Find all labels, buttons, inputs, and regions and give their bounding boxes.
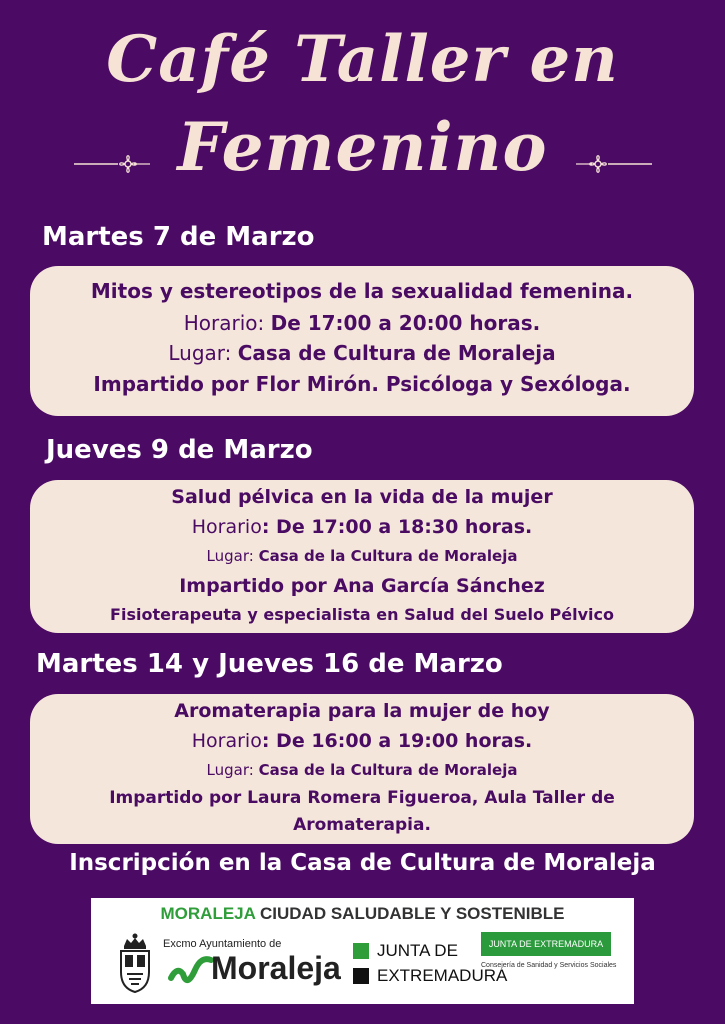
session-2-date: Jueves 9 de Marzo [46,435,313,465]
title-line-2: Femenino [177,108,548,186]
session-1-date: Martes 7 de Marzo [42,222,315,252]
session-2-card [30,480,694,633]
session-2-specialty: Fisioterapeuta y especialista en Salud del Suelo Pélvico [110,605,614,624]
session-1-card [30,266,694,416]
ayuntamiento-name: Moraleja [211,950,341,986]
consejeria-logo: JUNTA DE EXTREMADURA Consejería de Sanidad y Servicios Sociales [481,932,611,969]
session-2-topic: Salud pélvica en la vida de la mujer [171,486,553,508]
slogan: MORALEJA CIUDAD SALUDABLE Y SOSTENIBLE [160,904,565,923]
session-1-topic: Mitos y estereotipos de la sexualidad femenina. [90,279,634,303]
logo-strip [91,898,634,1004]
black-square-icon [353,968,369,984]
session-3-card [30,694,694,844]
session-3-topic: Aromaterapia para la mujer de hoy [174,700,550,722]
junta-extremadura-logo: JUNTA DE EXTREMADURA [353,938,507,988]
session-2-impartido: Impartido por Ana García Sánchez [179,575,545,597]
session-1-lugar: Lugar: Casa de Cultura de Moraleja [168,341,556,365]
session-2-horario: Horario: De 17:00 a 18:30 horas. [191,516,533,538]
session-1-impartido: Impartido por Flor Mirón. Psicóloga y Sexóloga. [93,372,631,396]
session-3-impartido-2: Aromaterapia. [293,815,431,835]
ayuntamiento-label: Excmo Ayuntamiento de [163,938,282,950]
title-line-1: Café Taller en [106,22,619,97]
session-3-lugar: Lugar: Casa de la Cultura de Moraleja [206,761,518,779]
session-1-horario: Horario: De 17:00 a 20:00 horas. [183,311,541,335]
session-3-date: Martes 14 y Jueves 16 de Marzo [36,649,503,679]
flourish-left-icon [72,152,152,176]
flourish-right-icon [574,152,654,176]
session-3-horario: Horario: De 16:00 a 19:00 horas. [191,730,533,752]
coat-of-arms-icon [117,932,153,994]
green-square-icon [353,943,369,959]
session-2-lugar: Lugar: Casa de la Cultura de Moraleja [206,547,518,565]
inscripcion-text: Inscripción en la Casa de Cultura de Moraleja [69,850,656,876]
session-3-impartido-1: Impartido por Laura Romera Figueroa, Aula Taller de [109,788,615,808]
moraleja-swoosh-icon [165,952,215,992]
